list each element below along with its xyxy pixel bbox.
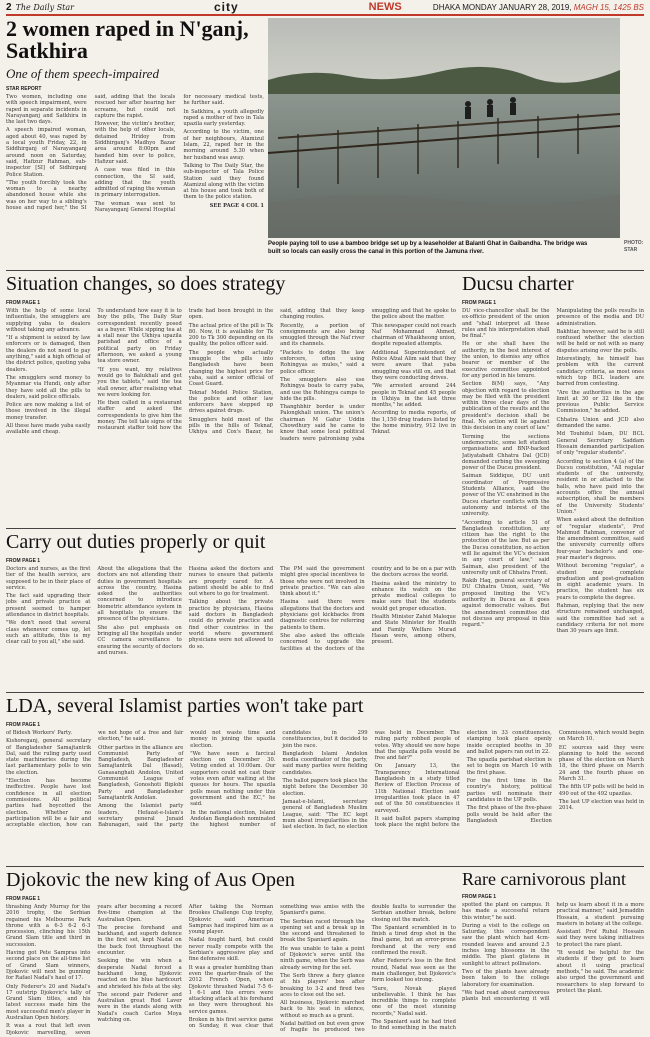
- paragraph: In the national election, Islami Andolan Bangladesh nominated the highest number of candidates in 299 constituencies, but it decided to join the race.: [190, 730, 368, 829]
- paragraph: Other parties in the alliance are Communist Party of Bangladesh, Bangladesher Samajtantrik Dal (Basad), Ganasanghati Andolon, United Communist League of Bangladesh, Gonoshoti Biplobi Party and Bangladesher Samajtantrik Andolan.: [98, 744, 184, 801]
- divider: [6, 528, 456, 529]
- article-body: [6, 566, 456, 688]
- paragraph: The last UP election was held in 2014.: [558, 798, 644, 812]
- paragraph: The precise forehand and backhand, and superb defence in the first set, kept Nadal on the back foot throughout the encounter.: [97, 924, 182, 957]
- headline: Ducsu charter: [462, 273, 574, 295]
- paragraph: Thanghbhir border is under Palongkhali union. The union's chairman M Gafur Uddin Chowdhury said he came to know that some local political leaders were patronising yaba smuggling and that he spoke to the police about the matter.: [280, 308, 456, 442]
- divider: [6, 866, 644, 867]
- paragraph: The woman was sent to Narayanganj General Hospital for necessary medical tests, he further said.: [94, 94, 264, 214]
- bamboo-bridge-photo: [268, 18, 620, 238]
- paragraph: Having got Pete Sampras into second place on the all-time list of Grand Slam winners, Djokovic will next be gunning for Rafael Nadal's haul of 17.: [6, 950, 91, 982]
- photo-credit: [624, 240, 646, 254]
- paragraph: He then called in a restaurant staffer and asked the correspondents to give him the money. The tell tale signs of the restaurant staffer told how the trade had been brought in the open.: [97, 308, 274, 432]
- page-number: 2: [6, 1, 12, 13]
- paragraph: All these have made yaba easily available and cheap.: [6, 423, 91, 436]
- paragraph: Additional Superintendent of Police Afzal Alim said that they were aware that yaba smuggling was still on, and that they were conducting drives.: [371, 349, 456, 381]
- paragraph: of Bidesh Workers' Party.: [6, 730, 73, 736]
- photo-credit-source: STAR: [624, 247, 638, 253]
- paragraph: It was a greater humbling than even the quarter-finals of the 2012 French Open, when Djokovic thrashed Nadal 7-5 6-1 6-1 and his errors were attacking attack at his forehand as they were throughout his service games.: [188, 964, 274, 1015]
- paragraph: The smugglers also use Rohingya boats to carry yaba, and use the Rohingya camps to hide the pills.: [280, 376, 365, 402]
- news-photo: [268, 18, 620, 238]
- paragraph: The ballot papers took place the night before the December 30 election.: [282, 778, 368, 797]
- paragraph: Two women, including one with speech impairment, were raped in separate incidents in Narayanganj and Satkhira in the last two days.: [6, 94, 87, 126]
- paragraph: A case was filed in this connection, the SI said, adding that the youth admitted of raping the woman in primary interrogation.: [94, 167, 176, 199]
- paragraph: The Serbian raced through the opening set and a break up in the second and threatened to break the Spaniard again.: [280, 918, 365, 944]
- paper-name: The Daily Star: [15, 2, 74, 12]
- story-women-raped: [6, 18, 264, 264]
- paragraph: With the help of some local influentials, the smugglers are supplying yaba to dealers without taking any advance.: [6, 308, 91, 333]
- paragraph: Chhatra Union and JCD also demanded the same.: [556, 416, 644, 430]
- paragraph: "We arrested around 244 people in Teknaf and 45 people in Ukhiya in the last three months," he added.: [371, 383, 456, 409]
- paragraph: Section 8(M) says, "Any objection with regard to election may be filed with the president within three clear days of the publication of the results and the president's decision shall be final. No action will lie against this decision in any court of law.": [462, 381, 550, 432]
- paragraph: The second pair Federer and Australian great Rod Laver were in the stands along with Nadal's coach Carlos Moya watching on.: [97, 991, 182, 1024]
- paragraph: Among the Islamist party leaders, Hefazat-e-Islam's secretary general Junaid Babunagari, said the party would not waste time and money in joining the upazila election.: [98, 730, 276, 829]
- paragraph: Talking about the private practice by physicians, Hasina said doctors in Bangladesh could do private practice and find other countries in the world where government physicians were not allowed to do so.: [188, 599, 274, 650]
- paragraph: "The youth forcibly took the woman to a nearby abandoned house while she was on her way to a sibling's house and raped her," the SI said, adding that the locals rescued her after hearing her screams, but could not capture the rapist.: [6, 94, 176, 212]
- paragraph: Health Minister Zahid Maleque and State Minister for Health and Family Welfare Murad Hasan were, among others, present.: [371, 614, 456, 646]
- byline: FROM PAGE 1: [6, 558, 41, 564]
- paragraph: spotted the plant on campus. It has made a successful return this winter," he said.: [462, 902, 550, 921]
- paragraph: The Spaniard scrambled in to finish a tired drop shot in the final game, but an error-prone forehand at the very end confirmed the result.: [371, 924, 456, 957]
- paragraph: Doctors and nurses, as the first tier of the health service, are supposed to be in their place of service.: [6, 566, 91, 591]
- paragraph: Hasina said there were allegations that the doctors and physicians got kickbacks from diagnostic centres for referring patients to them.: [280, 599, 365, 631]
- section-name: city: [213, 0, 239, 14]
- story-djokovic: [6, 870, 456, 1036]
- dateline: [433, 3, 644, 12]
- paragraph: To understand how easy it is to buy the pills, The Daily Star correspondent recently posed as a buyer. While sipping tea at a stall near the Ukhiya upazila parishad and office of a political party on Friday afternoon, we asked a young tea store owner.: [97, 308, 182, 365]
- byline: FROM PAGE 1: [6, 722, 41, 728]
- paragraph: "We have seen a farcical election on December 30. Voting ended at 10:00am. Our supporters could not cast their votes even after waiting at the queues for hours. The upazila polls mean nothing under this government and the EC," he said.: [190, 750, 276, 808]
- masthead: [6, 0, 644, 16]
- article-body: [462, 308, 644, 688]
- paragraph: All business, Djokovic marched back to his seat in silence, without so much as a grunt.: [280, 1000, 365, 1019]
- continuation-note: SEE PAGE 4 COL 1: [209, 202, 264, 209]
- paragraph: Jamaat-e-Islami, secretary general of Bangladesh Muslim League, said: "The EC kept mum about irregularities in the last election. In fact, no election was held in December. The ruling party robbed people of votes. Why should we now hope that the upazila polls would be free and fair?": [282, 730, 460, 831]
- paragraph: Md Touhidul Islam, DU BCL General Secretary Saddam Hossain demanded participation of only "regular students".: [556, 431, 644, 457]
- paragraph: He was unable to take a point of Djokovic's serve until the ninth game, when the Serb was already serving for the set.: [280, 945, 365, 971]
- paragraph: "It would be helpful for the students if they get to learn about it using practical methods," he said. The academic also urged the government and researchers to step forward to protect the plant.: [556, 950, 644, 994]
- paragraph: He or she shall have the authority, in the best interest of the union, to dismiss any office bearer or member of the executive committee appointed for any period in his tenure.: [462, 341, 550, 379]
- paragraph: Terming the sections undemocratic, some left student organisations and BNP-backed Jatiyatabadi Chhatra Dal (JCD) demanded curbing the sweeping power of the Ducsu president.: [462, 433, 550, 472]
- paragraph: Nadal fought hard, but could never really compete with the Serbian's aggressive play and fine defensive skill.: [188, 937, 274, 963]
- article-body: [462, 902, 644, 1036]
- paragraph: On January 13, the Transparency International Bangladesh in a study titled Review of Election Process of 11th National Election said irregularities took place in 47 out of the 50 constituencies it surveyed.: [374, 763, 460, 814]
- paragraph: Interestingly, he himself has problem with the current candidacy criteria, as most ones which top BCL leaders are barred from contesting.: [556, 356, 644, 388]
- paragraph: Two of the plants have already been taken to the college laboratory for examination.: [462, 968, 550, 988]
- article-body: [6, 904, 456, 1036]
- paragraph: Talking to The Daily Star, the sub-inspector of Tala Police Station said they found Atamizul along with the victim at his house and took both of them to the police station.: [183, 162, 264, 201]
- paragraph: The fact said upgrading their jobs and private practice at present seemed to hamper attendance in district hospitals.: [6, 593, 91, 619]
- paragraph: The Serb threw a fiery glance at his players' box after breaking to 3-2 and fired two aces to close out the set.: [280, 972, 365, 998]
- paragraph: Police are now making a list of those involved in the illegal money transfer.: [6, 402, 91, 421]
- paragraph: Without becoming "regular", a student may complete graduation and post-graduation in eight academic years. In practice, the student has six years to complete the degree.: [556, 563, 644, 601]
- paragraph: Recently, a portion of consignments are also being smuggled through the Naf river and its channels.: [280, 322, 365, 348]
- headline: Situation changes, so does strategy: [6, 273, 286, 295]
- paragraph: Kishoreganj, general secretary of Bangladesher Samajtantrik Dal, said the ruling party used state machineries during the last parliamentary polls to win the election.: [6, 738, 92, 776]
- paragraph: The Spaniard said he had tried to find something in the match: [371, 1019, 456, 1032]
- byline: FROM PAGE 1: [462, 894, 497, 900]
- paragraph: Saiman Siddique, DU unit coordinator of Progressive Students Alliance, said the power of the VC enshrined in the Ducsu charter conflicts with the autonomy and interest of the university.: [462, 473, 550, 518]
- paragraph: Hasina asked the doctors and nurses to ensure that patients are properly cared for. A patient should be able to find out where to go for treatment.: [188, 566, 274, 598]
- paragraph: After taking the Norman Brookes Challenge Cup trophy, Djokovic said American Sampras had inspired him as a young player.: [188, 904, 274, 936]
- paragraph: "Packets to dodge the law enforcers, often using Rohingyas as mules," said a police officer.: [280, 349, 365, 375]
- paragraph: When asked about the definition of "regular students", Prof Mahmud Rahman, convener of the amendment committee, said the university currently offers four-year bachelor's and one-year master's degrees.: [556, 517, 644, 561]
- paragraph: thrashing Andy Murray for the 2016 trophy, the Serbian regained his Melbourne Park throne with a 6-3 6-2 6-3 procession, clinching his 15th Grand Slam title and third in succession.: [6, 904, 91, 948]
- paragraph: "We had read about carnivorous plants but encountering it will help us learn about it in a more practical manner," said Jemaddin Hossain, a student pursuing masters in botany at the college.: [462, 902, 644, 1003]
- story-situation-changes: [6, 274, 456, 524]
- paragraph: "Are the authorities in the age limit at 30 or 32 like in the previous Public Service Commission," he added.: [556, 389, 644, 415]
- paragraph: According to the victim, one of her neighbours, Atamizul Islam, 22, raped her in the morning around 5.30 when her husband was away.: [183, 129, 264, 161]
- paragraph: Hasina asked the ministry to enhance its watch on the private medical colleges to make sure that the students would get proper education.: [371, 580, 456, 612]
- paragraph: Smugglers hold most of the pills in the hills of Teknaf, Ukhiya and Cox's Bazar, he said, adding that they keep changing routes.: [188, 308, 365, 436]
- headline: Djokovic the new king of Aus Open: [6, 869, 295, 891]
- paragraph: According to section 4 (a) of the Ducsu constitution, "All regular students of the university, resident in or attached to the halls, who have paid into the accounts office the annual subscription, shall be members of the University Students' Union.": [556, 458, 644, 515]
- paragraph: She also put emphasis on bringing all the hospitals under CC camera surveillance to ensuring the security of doctors and nurses.: [97, 624, 182, 656]
- paragraph: In Satkhira, a youth allegedly raped a mother of two in Tala upazila early yesterday.: [183, 108, 264, 128]
- paragraph: This newspaper could not reach Naf Mohammad Ahmed, chairman of Whaikheong union, despite repeated attempts.: [371, 322, 456, 348]
- paragraph: She also asked the officials concerned to upgrade the facilities at the doctors of the country and to be on a par with the doctors across the world.: [280, 566, 456, 652]
- dateline-english: DHAKA MONDAY JANUARY 28, 2019,: [432, 2, 572, 12]
- paragraph: According to media reports, of the 1,150 drug traders listed by the home ministry, 912 live in Teknaf.: [371, 410, 456, 436]
- paragraph: However, the victim's brother, with the help of other locals, detained Hridoy from Siddhirganj's Madhyo Bazar area around 8:00pm and handed him over to police, Hafizur said.: [94, 121, 176, 165]
- paragraph: EC sources said they were planning to hold the second phase of the election on March 18, the third phase on March 24 and the fourth phase on March 31.: [558, 744, 644, 783]
- paragraph: Only Federer's 20 and Nadal's 17 outstrip Djokovic's tally of Grand Slam titles, and his latest success made him the most successful men's player in Australian Open history.: [6, 983, 91, 1022]
- paragraph: The first phase of the five-phase polls would be held after the Bangladesh Election Commission, which would begin on March 10.: [466, 730, 644, 824]
- paragraph: "Election has become ineffective. People have lost confidence in all election commissions. All political parties had boycotted the election. Whether no participation will be a fair and acceptable election, how can we not hope of a free and fair election," he said.: [6, 730, 184, 829]
- paragraph: The people who actually smuggle the pills into Bangladesh have been changing the highest price for yaba, said a senior official of Coast Guard.: [188, 349, 274, 388]
- headline: Carry out duties properly or quit: [6, 531, 266, 553]
- paragraph: Nadal battled on but even grew of fragile he produced two double faults to surrender the Serbian another break, before closing out the match.: [280, 904, 456, 1034]
- byline: FROM PAGE 1: [462, 300, 497, 306]
- paragraph: Assistant Prof Ruhul Hossain said they were taking initiatives to protect the rare plant.: [556, 929, 644, 948]
- byline: FROM PAGE 1: [6, 896, 41, 902]
- paragraph: The upazila parishad election is set to begin on March 10 with the first phase.: [466, 757, 552, 776]
- photo-credit-label: PHOTO:: [624, 240, 644, 246]
- photo-caption: People paying toll to use a bamboo bridge set up by a leaseholder at Balanti Ghat in Gaibandha. The bridge was built so locals can easily cross the canal in this portion of the Jamuna river.: [268, 241, 588, 255]
- paragraph: The PM said the government might give special incentives to those who were not involved in private practice. "We can also think about it.": [280, 566, 365, 598]
- paragraph: The fifth UP polls will be held in 490 out of the 492 upazilas.: [558, 784, 644, 797]
- paragraph: The actual price of the pill is Tk 80. Now, it is available for Tk 200 to Tk 300 depending on its quality, the police officer said.: [188, 322, 274, 348]
- paragraph: Rakib Haq, general secretary of DU Chhatra Union, said, "We proposed limiting the VC's authority in Ducsu as it goes against democratic values. But the amendment committee did not discuss any proposal in this regard.": [462, 578, 550, 629]
- byline: STAR REPORT: [6, 86, 42, 92]
- story-ducsu-charter: [462, 274, 644, 688]
- paragraph: Bakhtiar, however, said he is still confused whether the election will be held or not with so many disputes arising over the polls.: [556, 328, 644, 354]
- story-carnivorous-plant: [462, 870, 644, 1036]
- story-carry-out-duties: [6, 532, 456, 688]
- paragraph: "If you want, my relatives would go to Balukhali and get you the tablets," said the tea stall owner, after realising what we were looking for.: [97, 366, 182, 398]
- paragraph: For the first time in the country's history, political parties will nominate their candidates in the UP polls.: [466, 778, 552, 803]
- paragraph: "We don't need that several class whenever comes up, let such an attitude, this is my clear call to you all," she said.: [6, 620, 91, 646]
- story-lda-parties: [6, 696, 644, 862]
- divider: [6, 692, 644, 693]
- paragraph: About the allegations that the doctors are not attending their duties in government hospitals across the country, Hasina asked the authorities concerned to introduce biometric attendance system in all hospitals to ensure the presence of the physicians.: [97, 566, 182, 623]
- dateline-bangla: MAGH 15, 1425 BS: [573, 2, 644, 12]
- paragraph: Teknaf Model Police Station, the police and other law enforcers have stepped up drives against drugs.: [188, 389, 274, 415]
- subhead: One of them speech-impaired: [6, 66, 159, 81]
- headline: Rare carnivorous plant: [462, 869, 626, 889]
- article-body: [6, 308, 456, 524]
- paragraph: A speech impaired woman, aged about 40, was raped by a local youth Friday, 22, in Siddhirganj of Narayanganj around noon on Saturday, said, Hafizur Rahman, sub-inspector [SI] of Sidhirganj Police Station.: [6, 127, 87, 178]
- paragraph: Broken in his first service game on Sunday, it was clear that something was amiss with the Spaniard's game.: [188, 904, 365, 1030]
- article-body: [6, 730, 644, 862]
- paragraph: The smugglers send money to Myanmar via Hundi, only after they have sold all the pills to dealers, said police officials.: [6, 374, 91, 400]
- headline: LDA, several Islamist parties won't take part: [6, 695, 364, 717]
- paragraph: "If a shipment is seized by law enforcers or is damaged, then the dealers do not need to pay anything," said a high official of the district police, quoting yaba dealers.: [6, 335, 91, 373]
- divider: [6, 270, 644, 271]
- paragraph: Rahman, replying that the new structure remained unchanged, said the committee had set a candidacy criteria for not more than 30 years age limit.: [556, 603, 644, 635]
- paragraph: Seeking the win when a desperate Nadal forced a backhand long, Djokovic reacted on the blue hardcourt and shrieked his fists at the sky.: [97, 958, 182, 990]
- byline: FROM PAGE 1: [6, 300, 41, 306]
- paragraph: DU vice-chancellor shall be the ex-officio president of the union and "shall interpret all these rules and his interpretation shall be final.": [462, 308, 550, 340]
- article-body: [6, 94, 264, 262]
- paragraph: It was a rout that left even Djokovic marvelling, seven years after becoming a record five-time champion at the Australian Open.: [6, 904, 182, 1036]
- paragraph: "Sure, Novak played unbelievable. I think he has incredible things to complete one of the most stunning records," Nadal said.: [371, 985, 456, 1017]
- paragraph: Bangladesh Islami Andolon media coordinator of the party, said many parties were fielding candidates.: [282, 750, 368, 776]
- paragraph: "According to article 51 of Bangladesh constitution, any citizen has the right to the protection of the law. But as per the Ducsu constitution, no action will lie against the VC's decision in any court of law," said Saiman, also president of the university unit of Chhatra Front.: [462, 519, 550, 576]
- paragraph: During a visit to the college on Saturday, this correspondent saw the plant which had 4cm-rounded leaves and around 2.5 inches long blossoms in the middle. The plant glistens in sunlight to attract pollinators.: [462, 922, 550, 967]
- headline: 2 women raped in N'ganj, Satkhira: [6, 16, 249, 63]
- section-label: NEWS: [368, 1, 402, 13]
- paragraph: It said ballot papers stamping took place the night before the election in 33 constituencies, stamping took place openly inside occupied booths in 30 and ballot papers ran out in 22.: [374, 730, 552, 829]
- paragraph: After Federer's loss in the first round, Nadal was seen as the main challenger, but Djokovic's form looked too strong.: [371, 958, 456, 984]
- paragraph: Manipulating the polls results in presence of the media and DU administration.: [556, 308, 644, 327]
